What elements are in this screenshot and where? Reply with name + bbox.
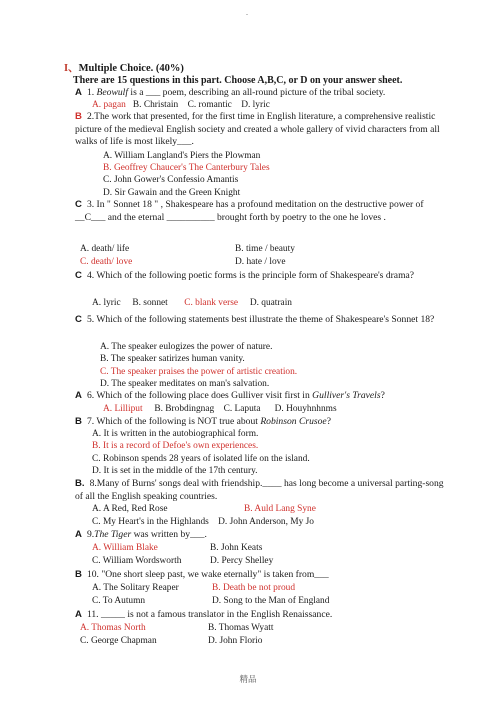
option: D. Sir Gawain and the Green Knight (103, 187, 241, 198)
option: A. Thomas North (80, 623, 146, 633)
options-q3 (80, 243, 295, 268)
option: C. blank verse (184, 298, 239, 308)
option: C. romantic (187, 100, 232, 110)
option: A. William Langland's Piers the Plowman (103, 151, 261, 161)
options-q2 (103, 150, 270, 199)
option: C. William Wordsworth (92, 555, 182, 566)
question-text: was written by___. (131, 529, 207, 540)
answer-letter: B (75, 111, 82, 122)
option: A. William Blake (92, 543, 158, 553)
option: C. Laputa (223, 404, 261, 414)
question-text: 5. Which of the following statements best illustrate the theme of Shakespeare's Sonnet 18? (86, 314, 435, 325)
option: C. Robinson spends 28 years of isolated life on the island. (92, 453, 310, 464)
question-4 (75, 270, 450, 283)
answer-letter: C (75, 199, 82, 210)
answer-letter: A (75, 87, 82, 98)
options-q5 (100, 341, 297, 390)
question-text: 7. Which of the following is NOT true about (86, 416, 261, 427)
question-3 (75, 199, 450, 224)
question-text: 8.Many of Burns' songs deal with friendship.____ has long become a universal parting-song of all the English speaking countries. (75, 478, 444, 502)
option: B. Death be not proud (212, 583, 296, 593)
answer-letter: C (75, 314, 82, 325)
answer-letter: B (75, 569, 82, 580)
option: D. John Anderson, My Jo (218, 516, 314, 527)
option: D. It is set in the middle of the 17th century. (92, 465, 258, 476)
option: A. death/ life (80, 244, 130, 254)
section-title (64, 60, 184, 75)
option: A. It is written in the autobiographical form. (92, 429, 259, 439)
option: A. A Red, Red Rose (92, 504, 168, 514)
question-6 (75, 390, 450, 403)
option: B. time / beauty (235, 244, 295, 254)
question-title-italic: Beowulf (96, 87, 128, 98)
options-q1 (92, 99, 270, 112)
option: D. lyric (241, 100, 270, 110)
question-text: ? (380, 390, 385, 401)
question-text: 10. "One short sleep past, we wake eternally" is taken from___ (86, 569, 329, 580)
answer-letter: C (75, 270, 82, 281)
option: D. John Florio (208, 635, 263, 646)
option: B. John Keats (210, 543, 263, 553)
answer-letter: B (75, 416, 82, 427)
option: C. death/ love (80, 256, 133, 267)
answer-letter: A (75, 529, 82, 540)
option: B. sonnet (132, 298, 168, 308)
question-text: 3. In " Sonnet 18 " , Shakespeare has a profound meditation on the destructive power of __C___ and the eternal __________ brought forth by poetry to the one he loves . (75, 199, 424, 223)
option: B. Thomas Wyatt (208, 623, 274, 633)
options-q11 (80, 622, 274, 647)
option: A. lyric (92, 298, 121, 308)
question-title-italic: The Tiger (94, 529, 132, 540)
option: B. The speaker satirizes human vanity. (100, 354, 245, 365)
section-intro: There are 15 questions in this part. Choose A,B,C, or D on your answer sheet. (73, 75, 403, 86)
options-q8 (92, 503, 314, 528)
question-title-italic: Robinson Crusoe (260, 416, 327, 427)
question-text: 9. (86, 529, 95, 540)
question-8 (75, 478, 450, 503)
options-q7 (92, 428, 310, 477)
option: C. John Gower's Confessio Amantis (103, 175, 239, 186)
option: A. The speaker eulogizes the power of nature. (100, 342, 273, 352)
question-9 (75, 529, 450, 542)
option: C. George Chapman (80, 635, 157, 646)
option: A. The Solitary Reaper (92, 583, 179, 593)
option: D. quatrain (249, 298, 292, 308)
option: D. hate / love (235, 256, 286, 267)
option: C. The speaker praises the power of artistic creation. (100, 366, 298, 377)
option: B. Brobdingnag (154, 404, 215, 414)
question-text: 4. Which of the following poetic forms is the principle form of Shakespeare's drama? (86, 270, 415, 281)
answer-letter: A (75, 609, 82, 620)
option: D. Houyhnhnms (274, 404, 337, 414)
question-title-italic: Gulliver's Travels (312, 390, 381, 401)
options-q6 (103, 403, 337, 416)
option: A. pagan (92, 100, 126, 110)
answer-letter: B. (75, 478, 85, 489)
option: B. Christain (132, 100, 179, 110)
question-text: 1. (86, 87, 95, 98)
section-number: I、 (64, 63, 79, 74)
section-title-text: Multiple Choice. (40%) (78, 63, 184, 74)
header-dot: . (246, 8, 248, 17)
page-footer: 精品 (239, 674, 257, 684)
option: A. Lilliput (103, 404, 143, 414)
option: C. My Heart's in the Highlands (92, 516, 209, 527)
option: D. Percy Shelley (210, 555, 274, 566)
options-q9 (92, 542, 274, 567)
answer-letter: A (75, 390, 82, 401)
question-2 (75, 111, 450, 149)
option: B. Geoffrey Chaucer's The Canterbury Tales (103, 163, 270, 174)
question-5 (75, 314, 450, 327)
question-text: 11. _____ is not a famous translator in the English Renaissance. (86, 609, 333, 620)
question-10 (75, 569, 450, 582)
question-text: 6. Which of the following place does Gulliver visit first in (86, 390, 313, 401)
question-text: ? (326, 416, 331, 427)
question-1 (75, 87, 450, 100)
option: B. Auld Lang Syne (244, 504, 316, 514)
question-text: 2.The work that presented, for the first time in English literature, a comprehensive realistic picture of the medieval English society and created a whole gallery of vivid characters from all walks of life is most likely___. (75, 111, 440, 147)
option: C. To Autumn (92, 595, 146, 606)
options-q10 (92, 582, 330, 607)
option: B. It is a record of Defoe's own experiences. (92, 441, 259, 452)
question-7 (75, 416, 450, 429)
options-q4 (92, 297, 292, 310)
option: D. The speaker meditates on man's salvation. (100, 378, 270, 389)
question-text: is a ___ poem, describing an all-round picture of the tribal society. (128, 87, 386, 98)
question-11 (75, 609, 450, 622)
option: D. Song to the Man of England (212, 595, 330, 606)
